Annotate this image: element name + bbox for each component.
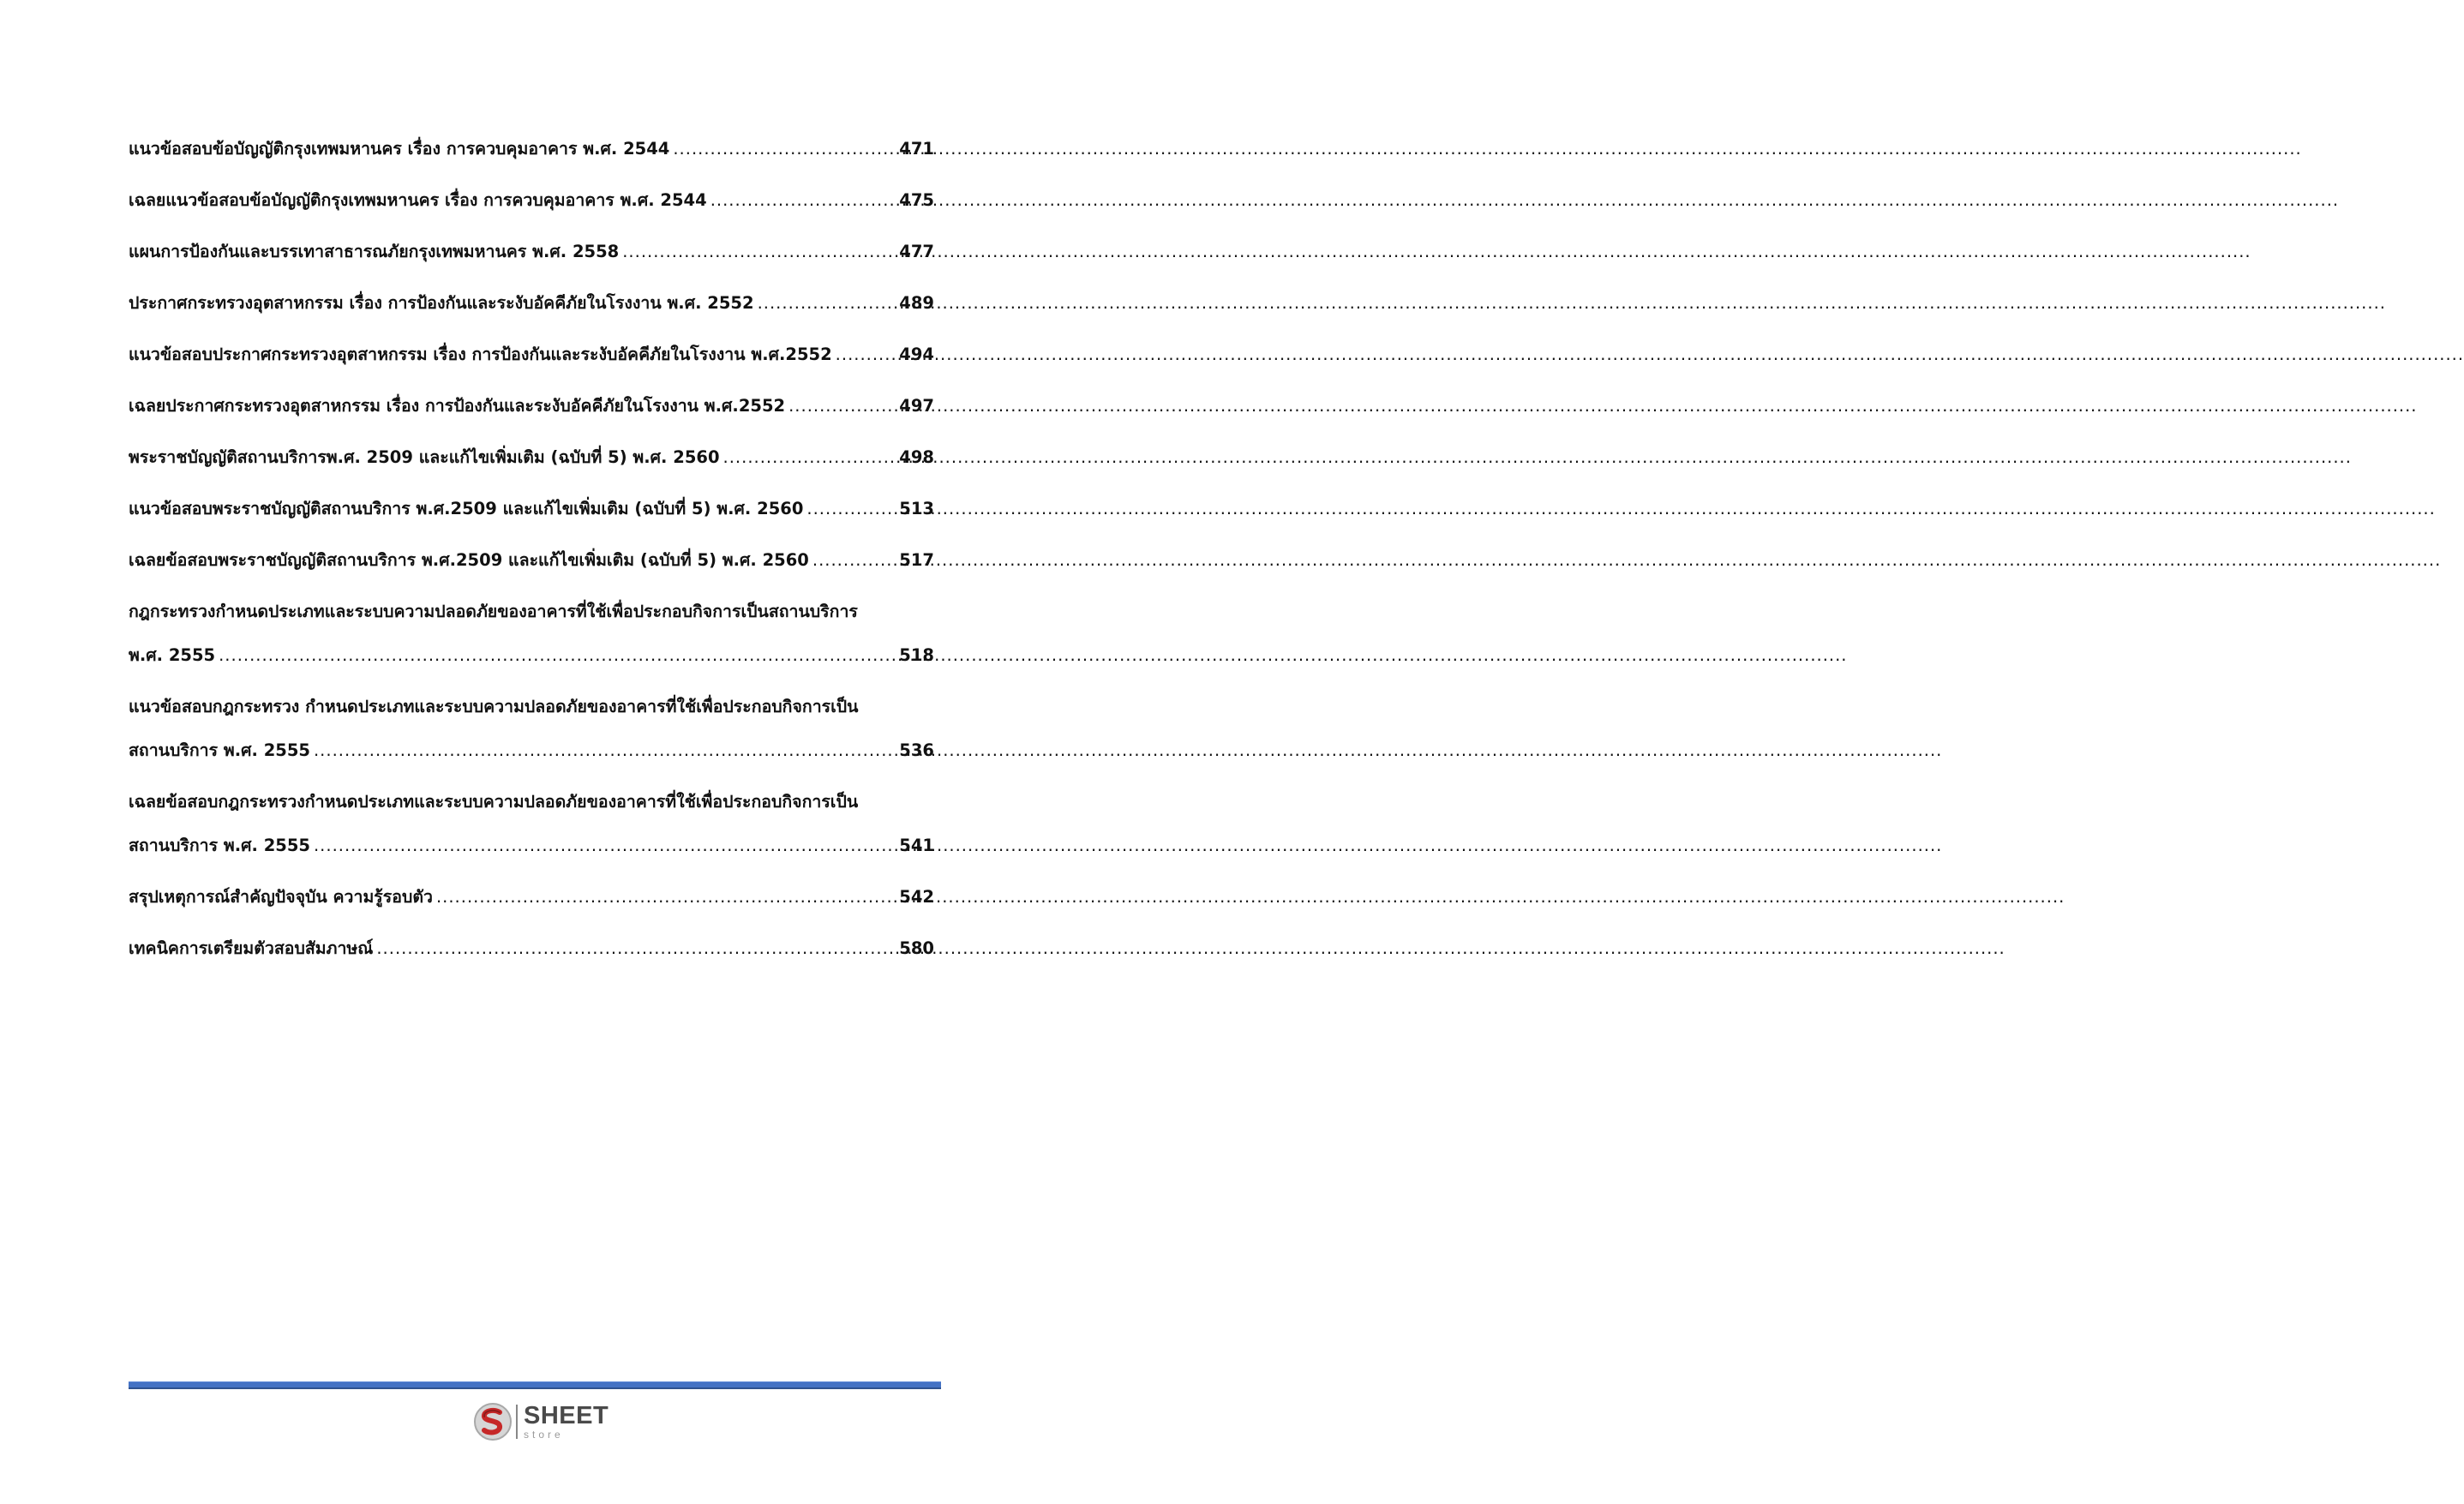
toc-page-number: 477 bbox=[899, 242, 934, 261]
toc-page-number: 497 bbox=[899, 396, 934, 416]
toc-entry-title: แนวข้อสอบข้อบัญญัติกรุงเทพมหานคร เรื่อง การควบคุมอาคาร พ.ศ. 2544 bbox=[129, 139, 670, 159]
toc-page-number: 536 bbox=[899, 740, 934, 760]
toc-entry bbox=[129, 487, 934, 530]
toc-leader bbox=[622, 230, 896, 273]
toc-leader bbox=[836, 333, 896, 376]
toc-entry-title: พ.ศ. 2555 bbox=[129, 645, 216, 665]
logo-sub: store bbox=[524, 1429, 564, 1441]
toc-leader bbox=[812, 538, 896, 582]
toc-entry bbox=[129, 127, 934, 171]
toc-page-number: 517 bbox=[899, 550, 934, 570]
toc-entry-title: สรุปเหตุการณ์สำคัญปัจจุบัน ความรู้รอบตัว bbox=[129, 887, 433, 907]
toc-entry-title: เฉลยประกาศกระทรวงอุตสาหกรรม เรื่อง การป้องกันและระงับอัคคีภัยในโรงงาน พ.ศ.2552 bbox=[129, 396, 786, 416]
table-of-contents bbox=[129, 127, 934, 978]
toc-entry-title-line: กฎกระทรวงกำหนดประเภทและระบบความปลอดภัยของอาคารที่ใช้เพื่อประกอบกิจการเป็นสถานบริการ bbox=[129, 602, 858, 621]
toc-page-number: 494 bbox=[899, 345, 934, 364]
toc-leader bbox=[314, 824, 896, 867]
toc-entry bbox=[129, 178, 934, 222]
toc-entry bbox=[129, 590, 934, 677]
toc-page-number: 513 bbox=[899, 499, 934, 518]
toc-entry bbox=[129, 230, 934, 273]
toc-page-number: 489 bbox=[899, 293, 934, 313]
toc-entry-title: พระราชบัญญัติสถานบริการพ.ศ. 2509 และแก้ไขเพิ่มเติม (ฉบับที่ 5) พ.ศ. 2560 bbox=[129, 447, 720, 467]
toc-page-number: 498 bbox=[899, 447, 934, 467]
toc-entry-title-line: แนวข้อสอบกฎกระทรวง กำหนดประเภทและระบบความปลอดภัยของอาคารที่ใช้เพื่อประกอบกิจการเป็น bbox=[129, 697, 859, 716]
toc-leader bbox=[376, 926, 896, 970]
toc-leader bbox=[219, 633, 896, 677]
logo-divider bbox=[516, 1405, 518, 1439]
toc-page-number: 475 bbox=[899, 190, 934, 210]
toc-entry-title: เฉลยข้อสอบพระราชบัญญัติสถานบริการ พ.ศ.2509 และแก้ไขเพิ่มเติม (ฉบับที่ 5) พ.ศ. 2560 bbox=[129, 550, 809, 570]
toc-entry-title: แนวข้อสอบประกาศกระทรวงอุตสาหกรรม เรื่อง การป้องกันและระงับอัคคีภัยในโรงงาน พ.ศ.2552 bbox=[129, 345, 832, 364]
toc-page-number: 518 bbox=[899, 645, 934, 665]
toc-entry bbox=[129, 780, 934, 867]
toc-leader bbox=[758, 281, 896, 325]
logo-text bbox=[524, 1404, 609, 1440]
sheet-store-logo-icon bbox=[473, 1402, 513, 1441]
toc-leader bbox=[436, 875, 896, 919]
toc-leader bbox=[314, 728, 896, 772]
toc-page-number: 541 bbox=[899, 836, 934, 855]
toc-entry bbox=[129, 281, 934, 325]
footer-rule bbox=[129, 1381, 941, 1389]
toc-entry bbox=[129, 384, 934, 428]
toc-page-number: 471 bbox=[899, 139, 934, 159]
toc-page-number: 542 bbox=[899, 887, 934, 907]
toc-leader bbox=[723, 435, 896, 479]
toc-entry-title: สถานบริการ พ.ศ. 2555 bbox=[129, 740, 310, 760]
toc-entry-title: ประกาศกระทรวงอุตสาหกรรม เรื่อง การป้องกันและระงับอัคคีภัยในโรงงาน พ.ศ. 2552 bbox=[129, 293, 754, 313]
toc-entry-title: เทคนิคการเตรียมตัวสอบสัมภาษณ์ bbox=[129, 938, 374, 958]
logo-word: SHEET bbox=[524, 1402, 609, 1429]
toc-page-number: 580 bbox=[899, 938, 934, 958]
toc-entry bbox=[129, 435, 934, 479]
toc-entry bbox=[129, 875, 934, 919]
toc-entry-title: เฉลยแนวข้อสอบข้อบัญญัติกรุงเทพมหานคร เรื่อง การควบคุมอาคาร พ.ศ. 2544 bbox=[129, 190, 707, 210]
toc-leader bbox=[788, 384, 896, 428]
toc-entry bbox=[129, 685, 934, 772]
toc-entry bbox=[129, 333, 934, 376]
toc-entry-title: แนวข้อสอบพระราชบัญญัติสถานบริการ พ.ศ.2509 และแก้ไขเพิ่มเติม (ฉบับที่ 5) พ.ศ. 2560 bbox=[129, 499, 804, 518]
toc-entry-title: แผนการป้องกันและบรรเทาสาธารณภัยกรุงเทพมหานคร พ.ศ. 2558 bbox=[129, 242, 620, 261]
toc-leader bbox=[806, 487, 896, 530]
toc-leader bbox=[673, 127, 896, 171]
toc-entry bbox=[129, 926, 934, 970]
toc-entry bbox=[129, 538, 934, 582]
toc-leader bbox=[710, 178, 896, 222]
sheet-store-logo bbox=[473, 1400, 609, 1443]
toc-entry-title-line: เฉลยข้อสอบกฎกระทรวงกำหนดประเภทและระบบความปลอดภัยของอาคารที่ใช้เพื่อประกอบกิจการเป็น bbox=[129, 792, 859, 812]
toc-entry-title: สถานบริการ พ.ศ. 2555 bbox=[129, 836, 310, 855]
